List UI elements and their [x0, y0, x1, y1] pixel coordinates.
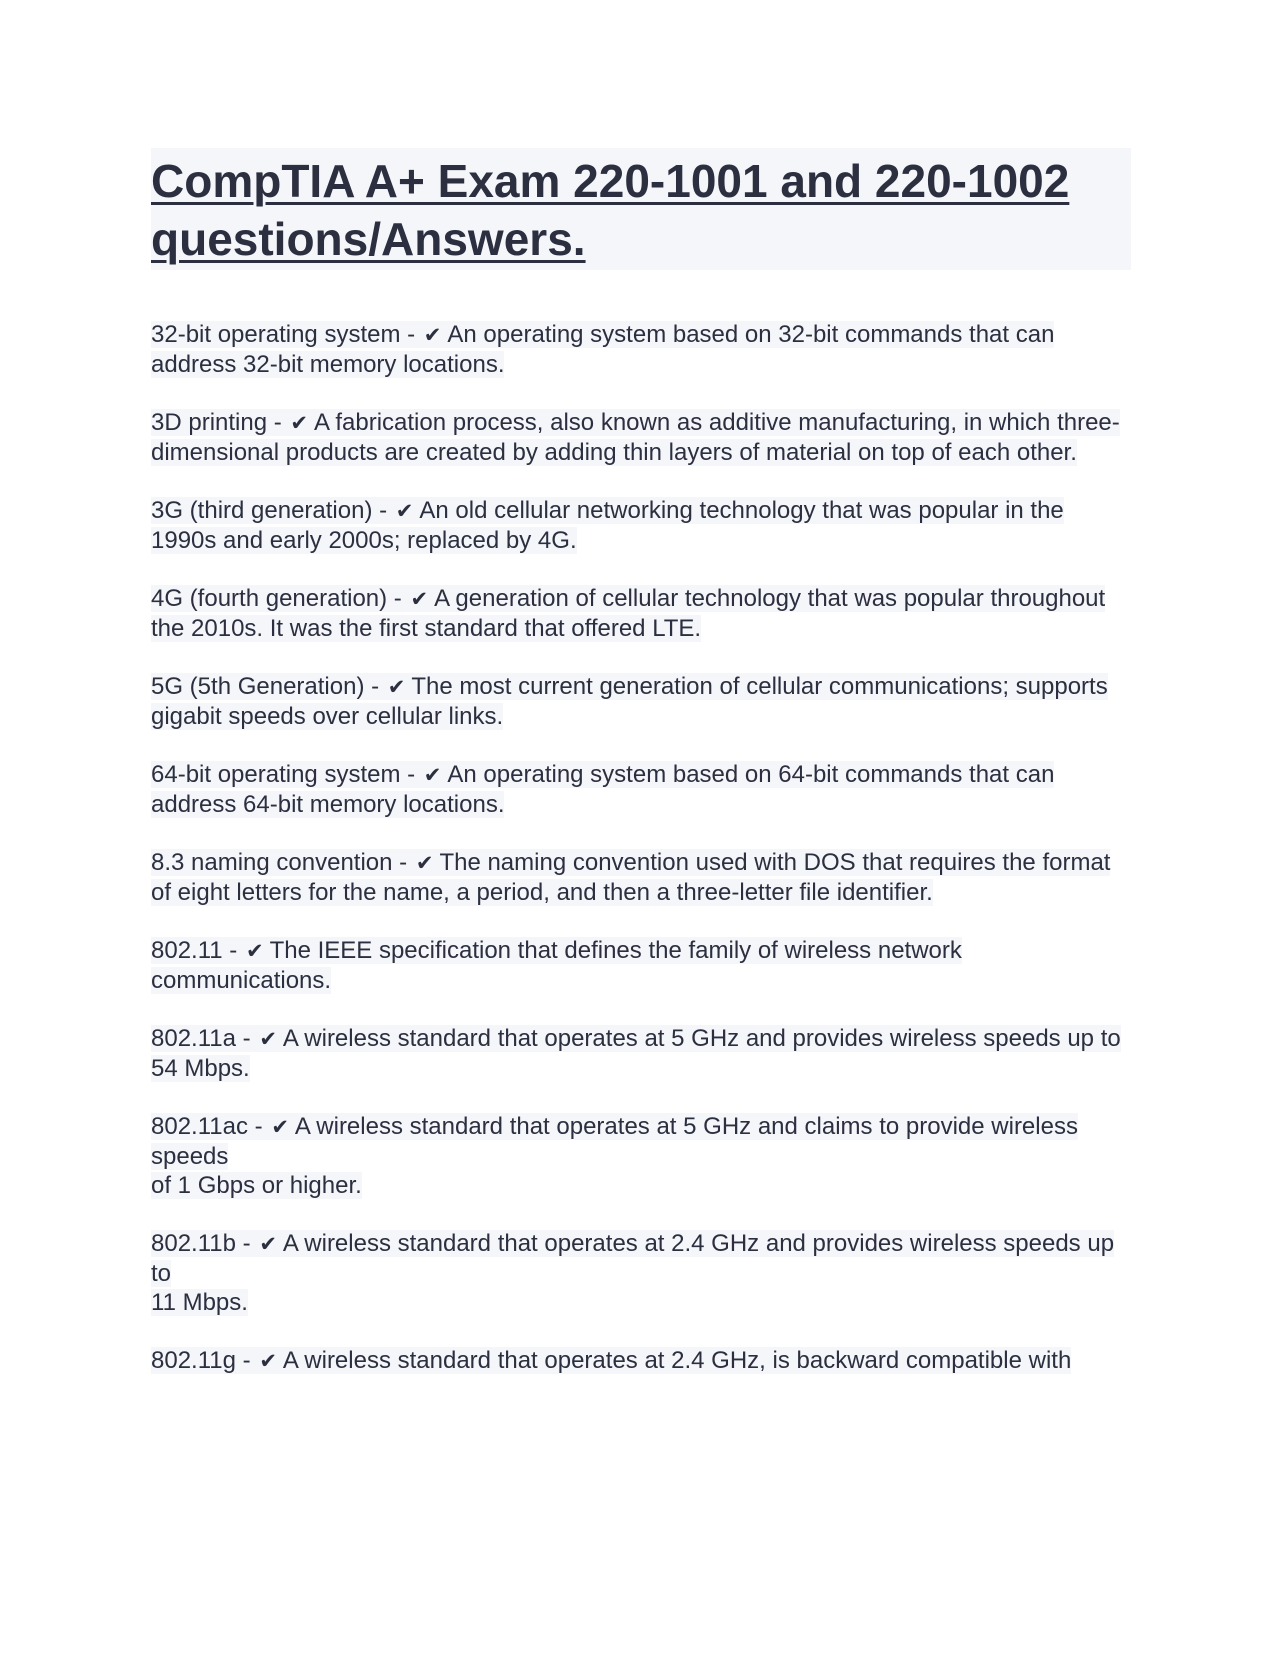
check-mark-icon: ✔	[271, 1115, 289, 1139]
check-mark-icon: ✔	[415, 851, 434, 875]
glossary-entry	[151, 1229, 1131, 1317]
entry-definition: An operating system based on 32-bit commands that can address 32-bit memory locations.	[151, 321, 1055, 378]
entry-term: 802.11ac	[151, 1113, 248, 1140]
entry-text	[151, 761, 1054, 818]
document-page	[151, 148, 1131, 1405]
entry-term: 3G (third generation)	[151, 497, 373, 524]
entry-definition: A generation of cellular technology that was popular throughout	[434, 585, 1106, 612]
entry-term: 32-bit operating system	[151, 321, 401, 348]
entry-term: 802.11	[151, 937, 223, 964]
entry-separator: -	[364, 673, 386, 700]
check-mark-icon: ✔	[259, 1027, 277, 1051]
check-mark-icon: ✔	[259, 1349, 277, 1373]
entry-text	[151, 1113, 1078, 1170]
entry-term: 8.3 naming convention	[151, 849, 393, 876]
entry-text	[151, 937, 962, 994]
glossary-entry	[151, 1346, 1131, 1376]
entry-term: 802.11b	[151, 1230, 236, 1257]
glossary-entry	[151, 496, 1131, 555]
check-mark-icon: ✔	[423, 323, 442, 347]
entry-definition: A wireless standard that operates at 2.4 GHz and provides wireless speeds up to	[151, 1230, 1115, 1287]
check-mark-icon: ✔	[395, 499, 414, 523]
title-block	[151, 148, 1131, 270]
glossary-entry	[151, 848, 1131, 907]
entry-separator: -	[372, 497, 394, 524]
entry-separator: -	[235, 1025, 258, 1052]
entry-definition: The IEEE specification that defines the family of wireless network communications.	[151, 937, 962, 994]
glossary-entry	[151, 936, 1131, 995]
entry-definition: A fabrication process, also known as additive manufacturing, in which three-dimensional products are created by adding thin layers of material on top of each other.	[151, 409, 1120, 466]
glossary-entry	[151, 584, 1131, 643]
check-mark-icon: ✔	[423, 763, 442, 787]
glossary-entry	[151, 760, 1131, 819]
entry-separator: -	[387, 585, 409, 612]
entry-term: 802.11g	[151, 1347, 236, 1374]
entry-text	[151, 409, 1120, 466]
glossary-entry	[151, 1024, 1131, 1083]
entry-separator: -	[392, 849, 414, 876]
document-title: CompTIA A+ Exam 220-1001 and 220-1002 questions/Answers.	[151, 155, 1070, 265]
entry-text	[151, 321, 1054, 378]
glossary-entry	[151, 672, 1131, 731]
entry-term: 5G (5th Generation)	[151, 673, 365, 700]
entry-separator: -	[235, 1230, 258, 1257]
entry-term: 3D printing	[151, 409, 268, 436]
entry-list	[151, 320, 1131, 1376]
check-mark-icon: ✔	[245, 939, 264, 963]
entry-separator: -	[247, 1113, 270, 1140]
entry-definition: An old cellular networking technology that was popular in the 1990s and early 2000s; replaced by 4G.	[151, 497, 1064, 554]
entry-separator: -	[222, 937, 244, 964]
entry-definition: A wireless standard that operates at 5 GHz and claims to provide wireless speeds	[151, 1113, 1078, 1170]
entry-definition-continued: 11 Mbps.	[151, 1289, 248, 1316]
entry-text	[151, 1230, 1114, 1287]
entry-definition-continued: of 1 Gbps or higher.	[151, 1172, 362, 1199]
entry-definition: The most current generation of cellular communications; supports	[411, 673, 1108, 700]
entry-definition: An operating system based on 64-bit commands that can address 64-bit memory locations.	[151, 761, 1055, 818]
entry-text	[151, 585, 1105, 612]
check-mark-icon: ✔	[410, 587, 429, 611]
entry-separator: -	[400, 321, 422, 348]
entry-separator: -	[400, 761, 422, 788]
entry-text	[151, 849, 1110, 876]
entry-definition: A wireless standard that operates at 2.4 GHz, is backward compatible with	[282, 1347, 1072, 1374]
entry-text	[151, 1347, 1071, 1374]
entry-definition: The naming convention used with DOS that requires the format	[439, 849, 1111, 876]
entry-term: 64-bit operating system	[151, 761, 401, 788]
glossary-entry	[151, 1112, 1131, 1200]
check-mark-icon: ✔	[290, 411, 308, 435]
entry-text	[151, 497, 1064, 554]
entry-definition: A wireless standard that operates at 5 GHz and provides wireless speeds up to	[282, 1025, 1121, 1052]
entry-definition-continued: 54 Mbps.	[151, 1055, 250, 1082]
entry-definition-continued: gigabit speeds over cellular links.	[151, 703, 504, 730]
entry-separator: -	[235, 1347, 258, 1374]
entry-text	[151, 673, 1108, 700]
entry-term: 4G (fourth generation)	[151, 585, 388, 612]
entry-separator: -	[267, 409, 289, 436]
entry-text	[151, 1025, 1121, 1052]
glossary-entry	[151, 408, 1131, 467]
check-mark-icon: ✔	[259, 1232, 277, 1256]
entry-definition-continued: of eight letters for the name, a period, and then a three-letter file identifier.	[151, 879, 933, 906]
glossary-entry	[151, 320, 1131, 379]
entry-term: 802.11a	[151, 1025, 236, 1052]
entry-definition-continued: the 2010s. It was the first standard that offered LTE.	[151, 615, 702, 642]
check-mark-icon: ✔	[387, 675, 406, 699]
